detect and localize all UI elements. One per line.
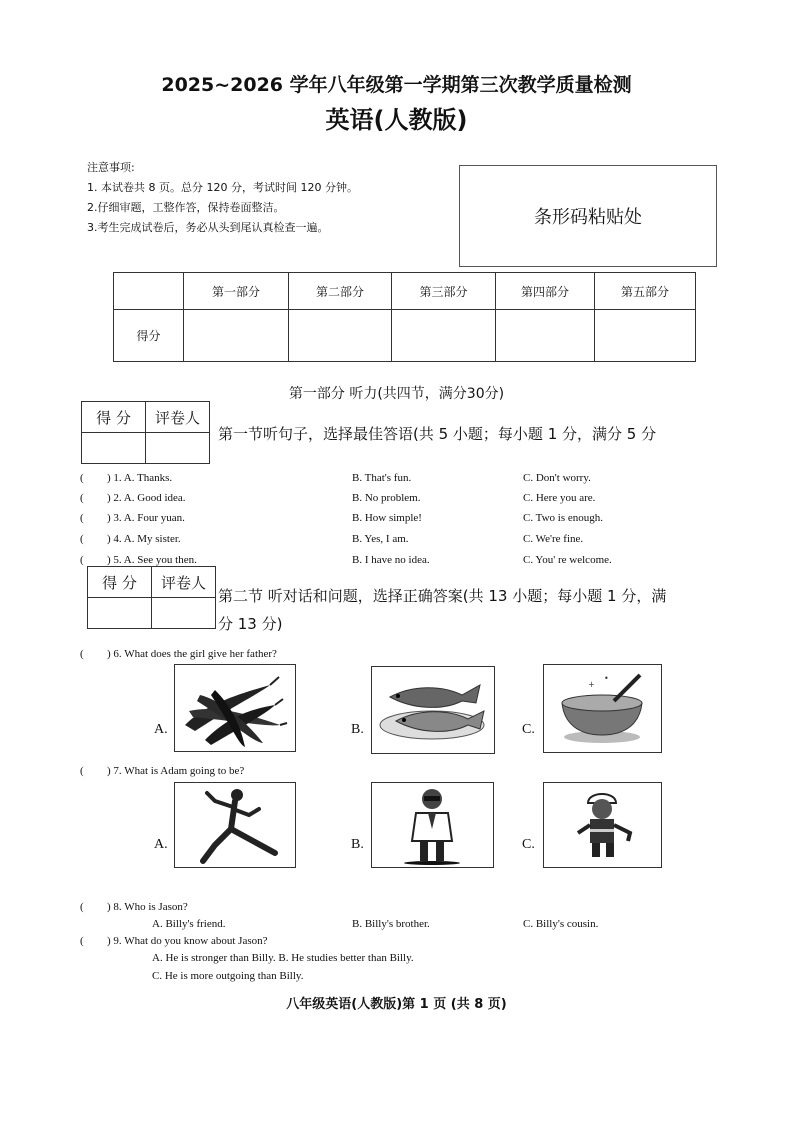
score-row-label: 得分 xyxy=(114,310,184,362)
answer-paren[interactable]: ( xyxy=(80,901,84,913)
option-b-label: B. xyxy=(351,837,364,852)
score-cell[interactable] xyxy=(289,310,392,362)
doctor-icon xyxy=(372,783,493,867)
score-header: 第五部分 xyxy=(595,273,696,310)
chili-peppers-image[interactable] xyxy=(174,664,296,752)
score-header: 第二部分 xyxy=(289,273,392,310)
grader-reviewer-label: 评卷人 xyxy=(146,402,210,433)
question-4: ) 4. A. My sister. xyxy=(107,533,181,545)
grader-score-label: 得 分 xyxy=(82,402,146,433)
answer-paren[interactable]: ( xyxy=(80,554,84,566)
barcode-area xyxy=(459,165,717,267)
question-3: ) 3. A. Four yuan. xyxy=(107,512,185,524)
question-9-options-ab: A. He is stronger than Billy. B. He studies better than Billy. xyxy=(152,952,414,964)
question-6: ) 6. What does the girl give her father? xyxy=(107,648,277,660)
fish-icon xyxy=(372,667,494,753)
question-2: ) 2. A. Good idea. xyxy=(107,492,186,504)
svg-text:+: + xyxy=(588,680,595,689)
option-c: C. Don't worry. xyxy=(523,472,591,484)
grader-score-cell[interactable] xyxy=(82,433,146,464)
chili-peppers-icon xyxy=(175,665,295,751)
grader-box xyxy=(87,566,216,629)
barcode-label: 条形码粘贴处 xyxy=(534,207,642,228)
section2-title: 第二节 听对话和问题，选择正确答案(共 13 小题；每小题 1 分，满 xyxy=(218,587,667,605)
option-a-label: A. xyxy=(154,837,168,852)
soup-bowl-icon xyxy=(544,665,661,752)
option-c: C. We're fine. xyxy=(523,533,584,545)
option-c: C. You' re welcome. xyxy=(523,554,612,566)
question-8: ) 8. Who is Jason? xyxy=(107,901,188,913)
page-footer: 八年级英语(人教版)第 1 页 (共 8 页) xyxy=(286,997,507,1012)
option-c-label: C. xyxy=(522,722,535,737)
score-header: 第一部分 xyxy=(184,273,289,310)
option-c: C. Two is enough. xyxy=(523,512,604,524)
notes xyxy=(87,158,358,238)
answer-paren[interactable]: ( xyxy=(80,512,84,524)
firefighter-image[interactable] xyxy=(543,782,662,868)
notes-item: 2.仔细审题，工整作答，保持卷面整洁。 xyxy=(87,201,285,214)
soup-bowl-image[interactable] xyxy=(543,664,662,753)
grader-reviewer-label: 评卷人 xyxy=(152,567,216,598)
fish-image[interactable] xyxy=(371,666,495,754)
score-cell[interactable] xyxy=(392,310,496,362)
exam-subtitle: 英语(人教版) xyxy=(325,106,468,134)
doctor-image[interactable] xyxy=(371,782,494,868)
option-b-label: B. xyxy=(351,722,364,737)
option-b: B. How simple! xyxy=(352,512,422,524)
option-c: C. Here you are. xyxy=(523,492,596,504)
section2-title-cont: 分 13 分) xyxy=(218,615,283,633)
answer-paren[interactable]: ( xyxy=(80,492,84,504)
option-a: A. Billy's friend. xyxy=(152,918,226,930)
answer-paren[interactable]: ( xyxy=(80,648,84,660)
grader-reviewer-cell[interactable] xyxy=(152,598,216,629)
option-b: B. That's fun. xyxy=(352,472,412,484)
score-header: 第三部分 xyxy=(392,273,496,310)
part1-title: 第一部分 听力(共四节，满分30分) xyxy=(288,386,505,402)
runner-image[interactable] xyxy=(174,782,296,868)
grader-reviewer-cell[interactable] xyxy=(146,433,210,464)
option-c-label: C. xyxy=(522,837,535,852)
grader-box xyxy=(81,401,210,464)
answer-paren[interactable]: ( xyxy=(80,765,84,777)
option-c: C. Billy's cousin. xyxy=(523,918,599,930)
option-b: B. Billy's brother. xyxy=(352,918,430,930)
score-header: 第四部分 xyxy=(496,273,595,310)
option-b: B. Yes, I am. xyxy=(352,533,409,545)
notes-heading: 注意事项: xyxy=(87,161,135,174)
notes-item: 3.考生完成试卷后，务必从头到尾认真检查一遍。 xyxy=(87,221,329,234)
question-5: ) 5. A. See you then. xyxy=(107,554,197,566)
grader-score-cell[interactable] xyxy=(88,598,152,629)
score-table-corner xyxy=(114,273,184,310)
grader-score-label: 得 分 xyxy=(88,567,152,598)
option-b: B. No problem. xyxy=(352,492,421,504)
svg-text:•: • xyxy=(604,674,609,683)
firefighter-icon xyxy=(544,783,661,867)
question-7: ) 7. What is Adam going to be? xyxy=(107,765,245,777)
runner-icon xyxy=(175,783,295,867)
answer-paren[interactable]: ( xyxy=(80,935,84,947)
notes-item: 1. 本试卷共 8 页。总分 120 分，考试时间 120 分钟。 xyxy=(87,181,358,194)
question-1: ) 1. A. Thanks. xyxy=(107,472,173,484)
question-9: ) 9. What do you know about Jason? xyxy=(107,935,268,947)
score-table xyxy=(113,272,696,362)
answer-paren[interactable]: ( xyxy=(80,472,84,484)
answer-paren[interactable]: ( xyxy=(80,533,84,545)
option-a-label: A. xyxy=(154,722,168,737)
score-cell[interactable] xyxy=(595,310,696,362)
score-cell[interactable] xyxy=(184,310,289,362)
exam-title: 2025~2026 学年八年级第一学期第三次教学质量检测 xyxy=(161,74,632,96)
option-b: B. I have no idea. xyxy=(352,554,430,566)
score-cell[interactable] xyxy=(496,310,595,362)
section1-title: 第一节听句子，选择最佳答语(共 5 小题；每小题 1 分，满分 5 分 xyxy=(218,425,657,443)
question-9-option-c: C. He is more outgoing than Billy. xyxy=(152,970,304,982)
